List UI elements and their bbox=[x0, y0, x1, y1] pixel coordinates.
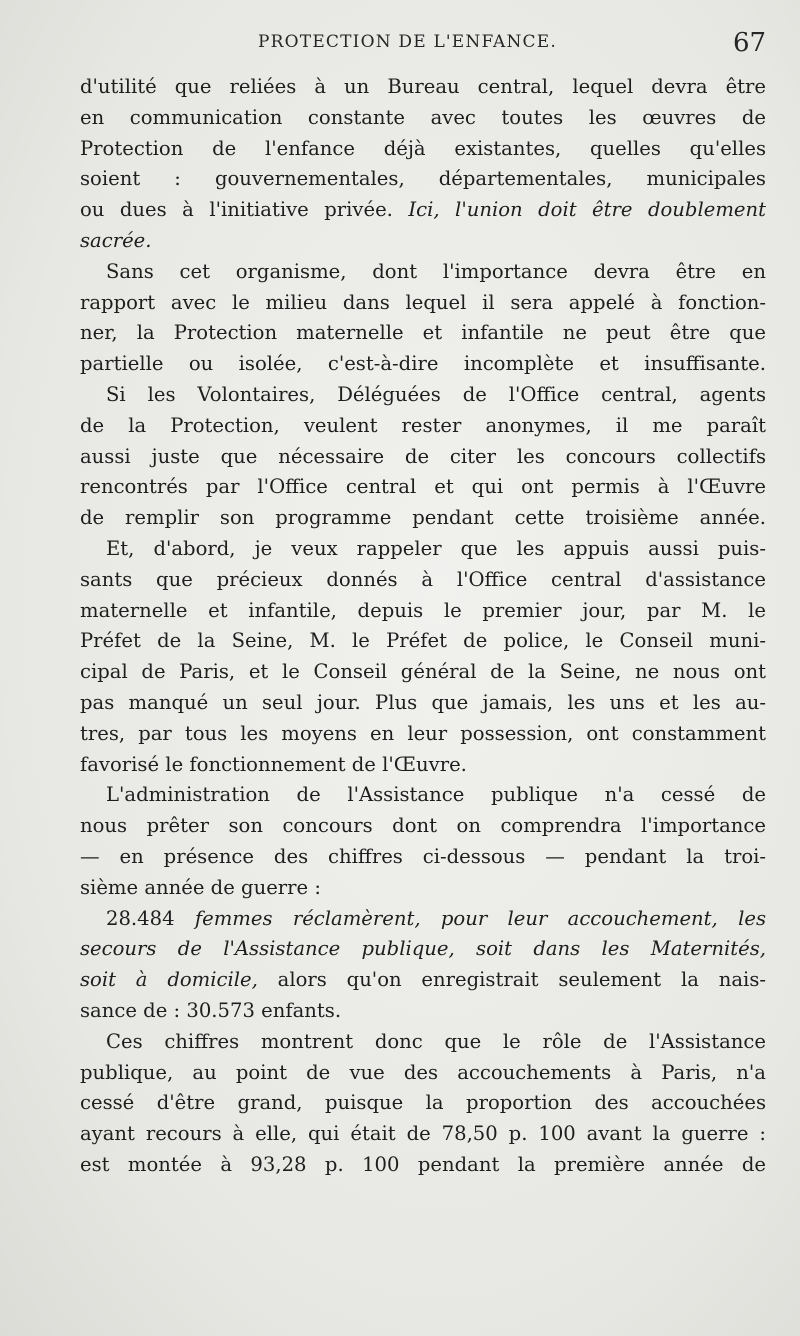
text-run: Préfet de la Seine, M. le Préfet de police, le Conseil muni- bbox=[80, 629, 766, 653]
text-run: ou dues à l'initiative privée. bbox=[80, 198, 409, 222]
text-run: rencontrés par l'Office central et qui ont permis à l'Œuvre bbox=[80, 475, 766, 499]
text-line bbox=[80, 134, 766, 165]
text-run: Sans cet organisme, dont l'importance devra être en bbox=[106, 259, 766, 283]
text-line bbox=[80, 1058, 766, 1089]
italic-text: Ici, l'union doit être doublement bbox=[408, 198, 766, 222]
page-number: 67 bbox=[733, 28, 767, 58]
text-run: sants que précieux donnés à l'Office central d'assistance bbox=[80, 567, 766, 591]
text-line bbox=[80, 472, 766, 503]
text-line bbox=[80, 750, 766, 781]
text-run: Et, d'abord, je veux rappeler que les appuis aussi puis- bbox=[106, 536, 766, 560]
italic-text: soit à domicile, bbox=[80, 968, 258, 992]
text-line bbox=[80, 72, 766, 103]
text-line bbox=[80, 780, 766, 811]
text-run: d'utilité que reliées à un Bureau central, lequel devra être bbox=[80, 75, 766, 98]
text-line bbox=[80, 318, 766, 349]
text-run: L'administration de l'Assistance publique n'a cessé de bbox=[106, 783, 766, 807]
text-run: tres, par tous les moyens en leur possession, ont constamment bbox=[80, 721, 766, 745]
text-line bbox=[80, 626, 766, 657]
text-line bbox=[80, 1027, 766, 1058]
text-run: de la Protection, veulent rester anonymes, il me paraît bbox=[80, 413, 766, 437]
text-run: partielle ou isolée, c'est-à-dire incomplète et insuffisante. bbox=[80, 352, 766, 376]
text-line bbox=[80, 657, 766, 688]
text-run: favorisé le fonctionnement de l'Œuvre. bbox=[80, 752, 467, 776]
text-run: en communication constante avec toutes les œuvres de bbox=[80, 105, 766, 129]
text-line bbox=[80, 1088, 766, 1119]
text-line bbox=[80, 349, 766, 380]
text-run: Si les Volontaires, Déléguées de l'Office central, agents bbox=[106, 382, 766, 406]
text-line bbox=[80, 811, 766, 842]
text-line bbox=[80, 565, 766, 596]
text-line bbox=[80, 103, 766, 134]
text-line bbox=[80, 1150, 766, 1181]
body-text bbox=[80, 72, 766, 1181]
text-line bbox=[80, 596, 766, 627]
text-run: Ces chiffres montrent donc que le rôle de l'Assistance bbox=[106, 1029, 766, 1053]
text-run: nous prêter son concours dont on comprendra l'importance bbox=[80, 814, 766, 838]
running-title: PROTECTION DE L'ENFANCE. bbox=[258, 32, 557, 52]
text-line bbox=[80, 719, 766, 750]
text-line bbox=[80, 965, 766, 996]
text-line bbox=[80, 380, 766, 411]
text-run: cessé d'être grand, puisque la proportion des accouchées bbox=[80, 1091, 766, 1115]
text-line bbox=[80, 534, 766, 565]
text-run: publique, au point de vue des accouchements à Paris, n'a bbox=[80, 1060, 766, 1084]
text-run: Protection de l'enfance déjà existantes, quelles qu'elles bbox=[80, 136, 766, 160]
text-line bbox=[80, 873, 766, 904]
text-line bbox=[80, 1119, 766, 1150]
text-run: sième année de guerre : bbox=[80, 875, 321, 899]
text-run: ayant recours à elle, qui était de 78,50 p. 100 avant la guerre : bbox=[80, 1122, 766, 1146]
text-run: — en présence des chiffres ci-dessous — pendant la troi- bbox=[80, 844, 766, 868]
text-line bbox=[80, 842, 766, 873]
text-run: soient : gouvernementales, départementales, municipales bbox=[80, 167, 766, 191]
text-run: ner, la Protection maternelle et infantile ne peut être que bbox=[80, 321, 766, 345]
text-line bbox=[80, 503, 766, 534]
text-run: aussi juste que nécessaire de citer les concours collectifs bbox=[80, 444, 766, 468]
text-run: de remplir son programme pendant cette troisième année. bbox=[80, 506, 766, 530]
text-line bbox=[80, 688, 766, 719]
text-run: alors qu'on enregistrait seulement la nais- bbox=[257, 968, 766, 992]
text-line bbox=[80, 164, 766, 195]
italic-text: sacrée. bbox=[80, 228, 152, 252]
text-run: rapport avec le milieu dans lequel il sera appelé à fonction- bbox=[80, 290, 766, 314]
text-line bbox=[80, 411, 766, 442]
italic-text: secours de l'Assistance publique, soit dans les Maternités, bbox=[80, 937, 766, 961]
text-line bbox=[80, 257, 766, 288]
text-line bbox=[80, 904, 766, 935]
text-line bbox=[80, 996, 766, 1027]
text-run: cipal de Paris, et le Conseil général de la Seine, ne nous ont bbox=[80, 660, 766, 684]
text-run: pas manqué un seul jour. Plus que jamais, les uns et les au- bbox=[80, 690, 766, 714]
text-run: 28.484 bbox=[106, 906, 195, 930]
text-run: est montée à 93,28 p. 100 pendant la première année de bbox=[80, 1152, 766, 1176]
text-line bbox=[80, 934, 766, 965]
text-line bbox=[80, 226, 766, 257]
italic-text: femmes réclamèrent, pour leur accouchement, les bbox=[194, 906, 766, 930]
text-line bbox=[80, 195, 766, 226]
running-head bbox=[0, 28, 800, 58]
text-line bbox=[80, 288, 766, 319]
text-run: sance de : 30.573 enfants. bbox=[80, 998, 342, 1022]
text-run: maternelle et infantile, depuis le premier jour, par M. le bbox=[80, 598, 766, 622]
text-line bbox=[80, 442, 766, 473]
